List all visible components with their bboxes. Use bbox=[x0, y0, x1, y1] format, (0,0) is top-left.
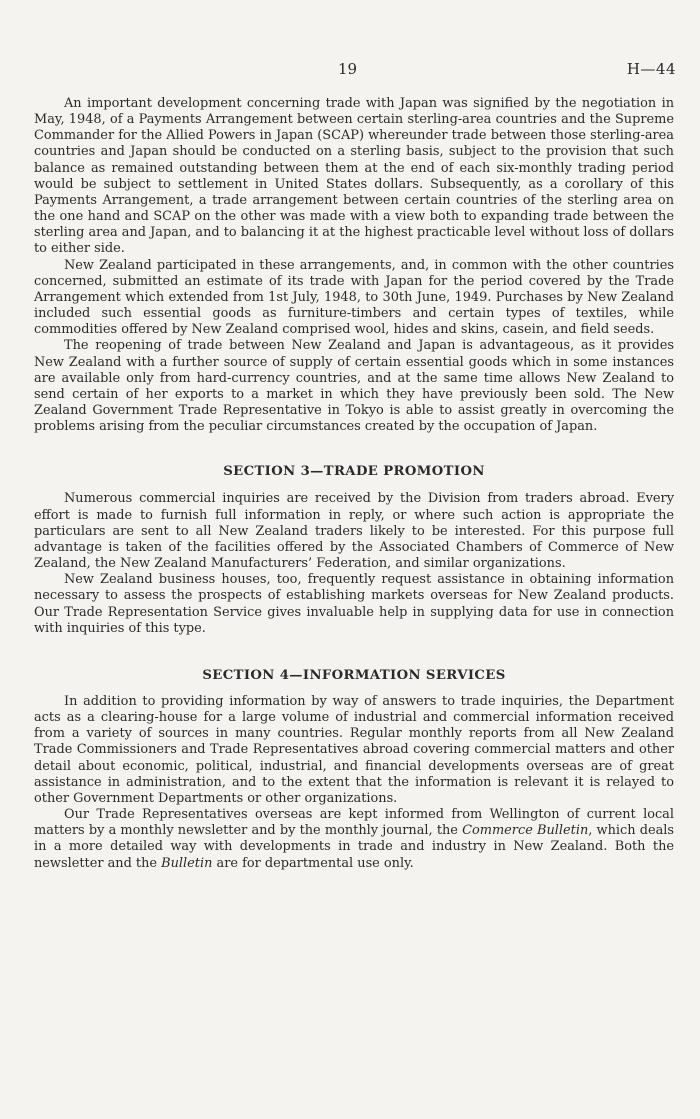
text-run: , which deals in a more detailed way with developments in trade and industry in New Zealand. Both the newsletter and the bbox=[34, 823, 675, 871]
paragraph-clearing-house: In addition to providing information by way of answers to trade inquiries, the Department acts as a clearing-house for a large volume of industrial and commercial information received from a variety of sources in many countries. Regular monthly reports from all New Zealand Trade Commissioners and Trade Representatives abroad covering commercial matters and other detail about economic, political, industrial, and financial developments overseas are of great assistance in administration, and to the extent that the information is relevant it is relayed to other Government Departments or other organizations. bbox=[34, 694, 674, 806]
commerce-bulletin-title: Commerce Bulletin bbox=[462, 823, 589, 839]
section-3-heading: SECTION 3—TRADE PROMOTION bbox=[223, 464, 485, 480]
bulletin-title: Bulletin bbox=[161, 855, 213, 871]
paragraph-newsletter-bulletin bbox=[34, 807, 674, 872]
paragraph-commercial-inquiries: Numerous commercial inquiries are received by the Division from traders abroad. Every effort is made to furnish full information in reply, or where such action is appropriate the particulars are sent to all New Zealand traders likely to be interested. For this purpose full advantage is taken of the facilities offered by the Associated Chambers of Commerce of New Zealand, the New Zealand Manufacturers’ Federation, and similar organizations. bbox=[34, 491, 674, 572]
paragraph-business-houses: New Zealand business houses, too, frequently request assistance in obtaining information necessary to assess the prospects of establishing markets overseas for New Zealand products. Our Trade Representation Service gives invaluable help in supplying data for use in connection with inquiries of this type. bbox=[34, 572, 674, 636]
paragraph-japan-payments-arrangement: An important development concerning trade with Japan was signified by the negotiation in May, 1948, of a Payments Arrangement between certain sterling-area countries and the Supreme Commander for the Allied Powers in Japan (SCAP) whereunder trade between those sterling-area countries and Japan should be conducted on a sterling basis, subject to the provision that such balance as remained outstanding between them at the end of each six-monthly trading period would be subject to settlement in United States dollars. Subsequently, as a corollary of this Payments Arrangement, a trade arrangement between certain countries of the sterling area on the one hand and SCAP on the other was made with a view both to expanding trade between the sterling area and Japan, and to balancing it at the highest practicable level without loss of dollars to either side. bbox=[34, 96, 674, 257]
text-run: are for departmental use only. bbox=[212, 855, 414, 871]
document-reference: H—44 bbox=[626, 60, 676, 78]
text-run: Our Trade Representatives overseas are kept informed from Wellington of current local matters by a monthly newsletter and by the monthly journal, the bbox=[34, 807, 674, 839]
page-number: 19 bbox=[338, 60, 358, 78]
paragraph-trade-reopening: The reopening of trade between New Zealand and Japan is advantageous, as it provides New Zealand with a further source of supply of certain essential goods which in some instances are available only from hard-currency countries, and at the same time allows New Zealand to send certain of her exports to a market in which they have previously been sold. The New Zealand Government Trade Representative in Tokyo is able to assist greatly in overcoming the problems arising from the peculiar circumstances created by the occupation of Japan. bbox=[34, 338, 674, 435]
body-text bbox=[34, 96, 674, 872]
paragraph-nz-participation: New Zealand participated in these arrangements, and, in common with the other countries concerned, submitted an estimate of its trade with Japan for the period covered by the Trade Arrangement which extended from 1st July, 1948, to 30th June, 1949. Purchases by New Zealand included such essential goods as furniture-timbers and certain types of textiles, while commodities offered by New Zealand comprised wool, hides and skins, casein, and field seeds. bbox=[34, 257, 674, 338]
section-4-heading: SECTION 4—INFORMATION SERVICES bbox=[202, 667, 506, 683]
page-header bbox=[0, 60, 700, 80]
